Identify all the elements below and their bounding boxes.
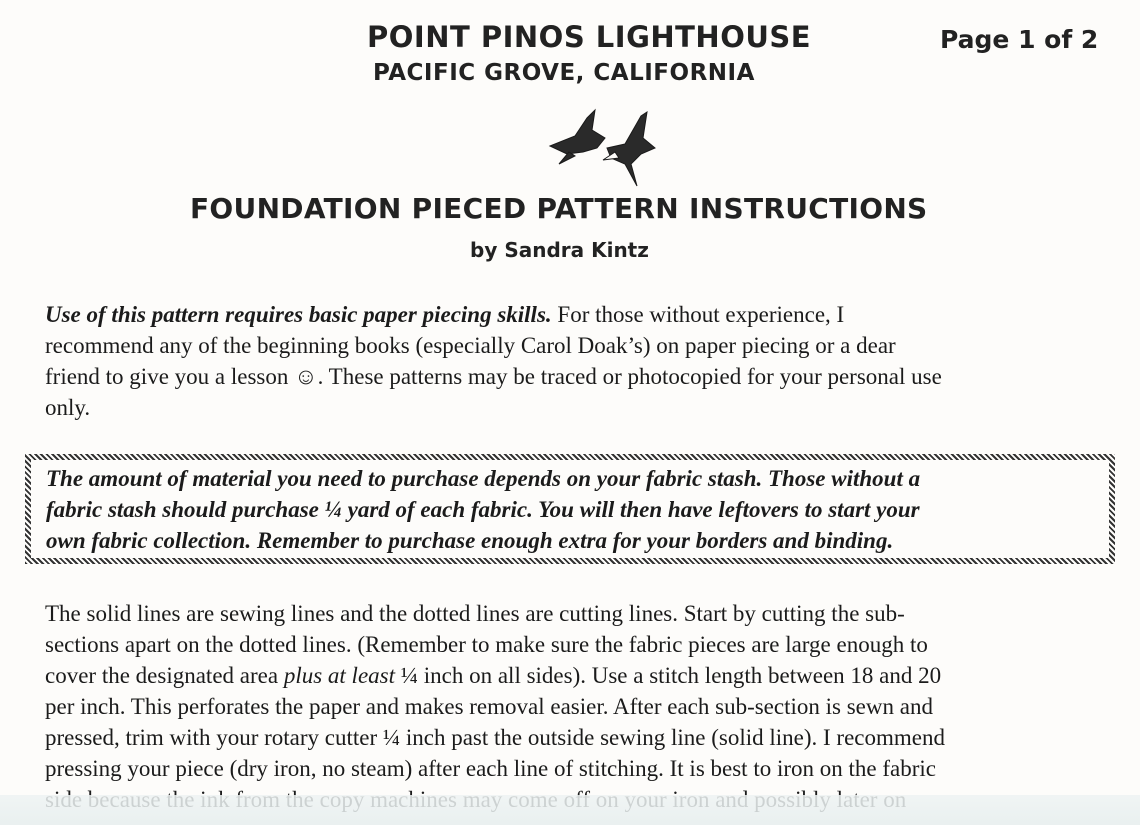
seagulls-icon — [545, 108, 660, 190]
intro-line: friend to give you a lesson ☺. These patterns may be traced or photocopied for your personal use — [45, 364, 942, 389]
intro-line1-rest: For those without experience, I — [551, 302, 845, 327]
page-indicator: Page 1 of 2 — [940, 25, 1099, 54]
document-title: FOUNDATION PIECED PATTERN INSTRUCTIONS — [190, 192, 928, 225]
material-notice — [46, 463, 1096, 556]
scan-edge — [0, 795, 1140, 825]
notice-line: own fabric collection. Remember to purchase enough extra for your borders and binding. — [46, 528, 894, 553]
body-line: pressed, trim with your rotary cutter ¼ inch past the outside sewing line (solid line). I recommend — [45, 725, 945, 750]
body-line: per inch. This perforates the paper and makes removal easier. After each sub-section is sewn and — [45, 694, 933, 719]
author-byline: by Sandra Kintz — [470, 238, 649, 262]
body-line: pressing your piece (dry iron, no steam) after each line of stitching. It is best to iron on the fabric — [45, 756, 936, 781]
intro-paragraph — [45, 299, 1100, 423]
instructions-paragraph — [45, 598, 1100, 815]
intro-lead: Use of this pattern requires basic paper piecing skills. — [45, 302, 552, 327]
body-line: The solid lines are sewing lines and the dotted lines are cutting lines. Start by cutting the sub- — [45, 601, 905, 626]
body-line3-post: ¼ inch on all sides). Use a stitch length between 18 and 20 — [395, 663, 942, 688]
intro-line: recommend any of the beginning books (especially Carol Doak’s) on paper piecing or a dear — [45, 333, 896, 358]
body-line3-pre: cover the designated area — [45, 663, 284, 688]
pattern-title: POINT PINOS LIGHTHOUSE — [367, 20, 812, 54]
pattern-location: PACIFIC GROVE, CALIFORNIA — [373, 60, 755, 86]
notice-line: The amount of material you need to purchase depends on your fabric stash. Those without a — [46, 466, 921, 491]
notice-line: fabric stash should purchase ¼ yard of each fabric. You will then have leftovers to start your — [46, 497, 920, 522]
intro-line: only. — [45, 395, 91, 420]
body-line3-emphasis: plus at least — [283, 663, 395, 688]
body-line: sections apart on the dotted lines. (Remember to make sure the fabric pieces are large enough to — [45, 632, 928, 657]
